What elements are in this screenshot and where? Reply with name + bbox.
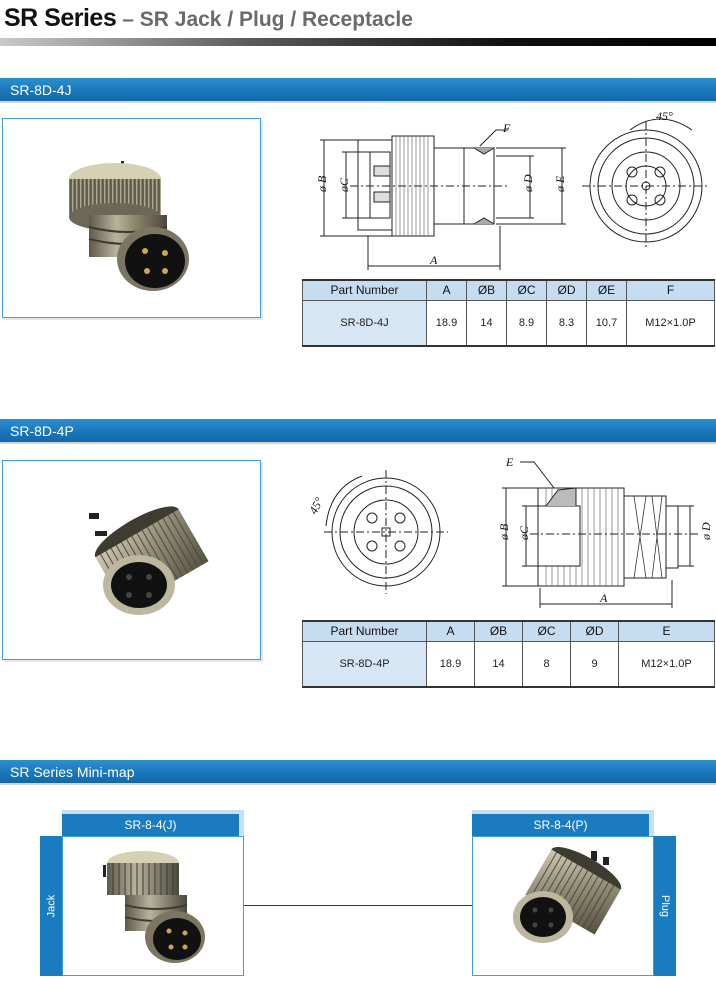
plug-dim-label-B: ø B — [497, 523, 511, 540]
plug-connector-image — [3, 461, 262, 661]
table-header: E — [619, 621, 715, 641]
table-cell: 9 — [571, 641, 619, 687]
dim-label-A: A — [430, 253, 438, 267]
table-cell: 18.9 — [427, 300, 467, 346]
table-header: A — [427, 621, 475, 641]
plug-dim-label-A: A — [600, 591, 608, 605]
dim-label-D: ø D — [521, 174, 535, 192]
minimap-jack-box — [62, 836, 244, 976]
table-row — [303, 641, 715, 687]
jack-drawing — [300, 100, 716, 272]
minimap-side-plug — [654, 836, 676, 976]
table-cell: 10.7 — [587, 300, 627, 346]
minimap-jack-image — [63, 837, 243, 975]
table-cell-part-number: SR-8D-4P — [303, 641, 427, 687]
minimap-connector-line — [244, 905, 472, 906]
minimap-plug-image — [473, 837, 653, 975]
section-title-plug: SR-8D-4P — [10, 423, 74, 439]
table-cell: M12×1.0P — [619, 641, 715, 687]
table-cell: 8.3 — [547, 300, 587, 346]
table-cell-part-number: SR-8D-4J — [303, 300, 427, 346]
table-cell: M12×1.0P — [627, 300, 715, 346]
minimap-plug-box — [472, 836, 654, 976]
plug-dim-label-D: ø D — [699, 522, 713, 540]
table-cell: 14 — [467, 300, 507, 346]
section-title-jack: SR-8D-4J — [10, 82, 72, 98]
table-header: ØB — [475, 621, 523, 641]
dim-label-E: ø E — [553, 175, 567, 192]
dim-label-F: F — [503, 121, 511, 135]
table-row — [303, 300, 715, 346]
table-header: Part Number — [303, 621, 427, 641]
table-header: F — [627, 280, 715, 300]
plug-dim-label-angle: 45° — [306, 494, 327, 517]
plug-spec-table — [302, 620, 715, 688]
table-header: A — [427, 280, 467, 300]
page-title-sub: – SR Jack / Plug / Receptacle — [122, 8, 413, 31]
jack-photo — [2, 118, 261, 318]
page-title — [4, 4, 413, 36]
section-title-minimap: SR Series Mini-map — [10, 764, 135, 780]
table-header: ØE — [587, 280, 627, 300]
section-bar-plug — [0, 419, 716, 444]
table-header: Part Number — [303, 280, 427, 300]
section-bar-minimap — [0, 760, 716, 785]
dim-label-angle: 45° — [656, 109, 673, 123]
table-cell: 18.9 — [427, 641, 475, 687]
page-title-series: SR Series — [4, 4, 117, 32]
table-header: ØB — [467, 280, 507, 300]
title-rule — [0, 38, 716, 46]
table-cell: 8 — [523, 641, 571, 687]
plug-drawing — [300, 448, 716, 616]
jack-connector-image — [3, 119, 262, 319]
plug-dim-label-C: øC — [517, 525, 531, 540]
minimap-side-label-plug: Plug — [659, 894, 671, 918]
dim-label-C: øC — [337, 177, 351, 192]
table-header: ØC — [523, 621, 571, 641]
minimap-side-jack — [40, 836, 62, 976]
minimap-side-label-jack: Jack — [45, 894, 57, 918]
minimap-head-jack: SR-8-4(J) — [62, 810, 244, 836]
plug-photo — [2, 460, 261, 660]
minimap-head-plug: SR-8-4(P) — [472, 810, 654, 836]
table-header: ØD — [547, 280, 587, 300]
dim-label-B: ø B — [315, 175, 329, 192]
jack-spec-table — [302, 279, 715, 347]
plug-dim-label-E: E — [506, 455, 514, 469]
table-header: ØC — [507, 280, 547, 300]
table-cell: 8.9 — [507, 300, 547, 346]
table-cell: 14 — [475, 641, 523, 687]
table-header: ØD — [571, 621, 619, 641]
